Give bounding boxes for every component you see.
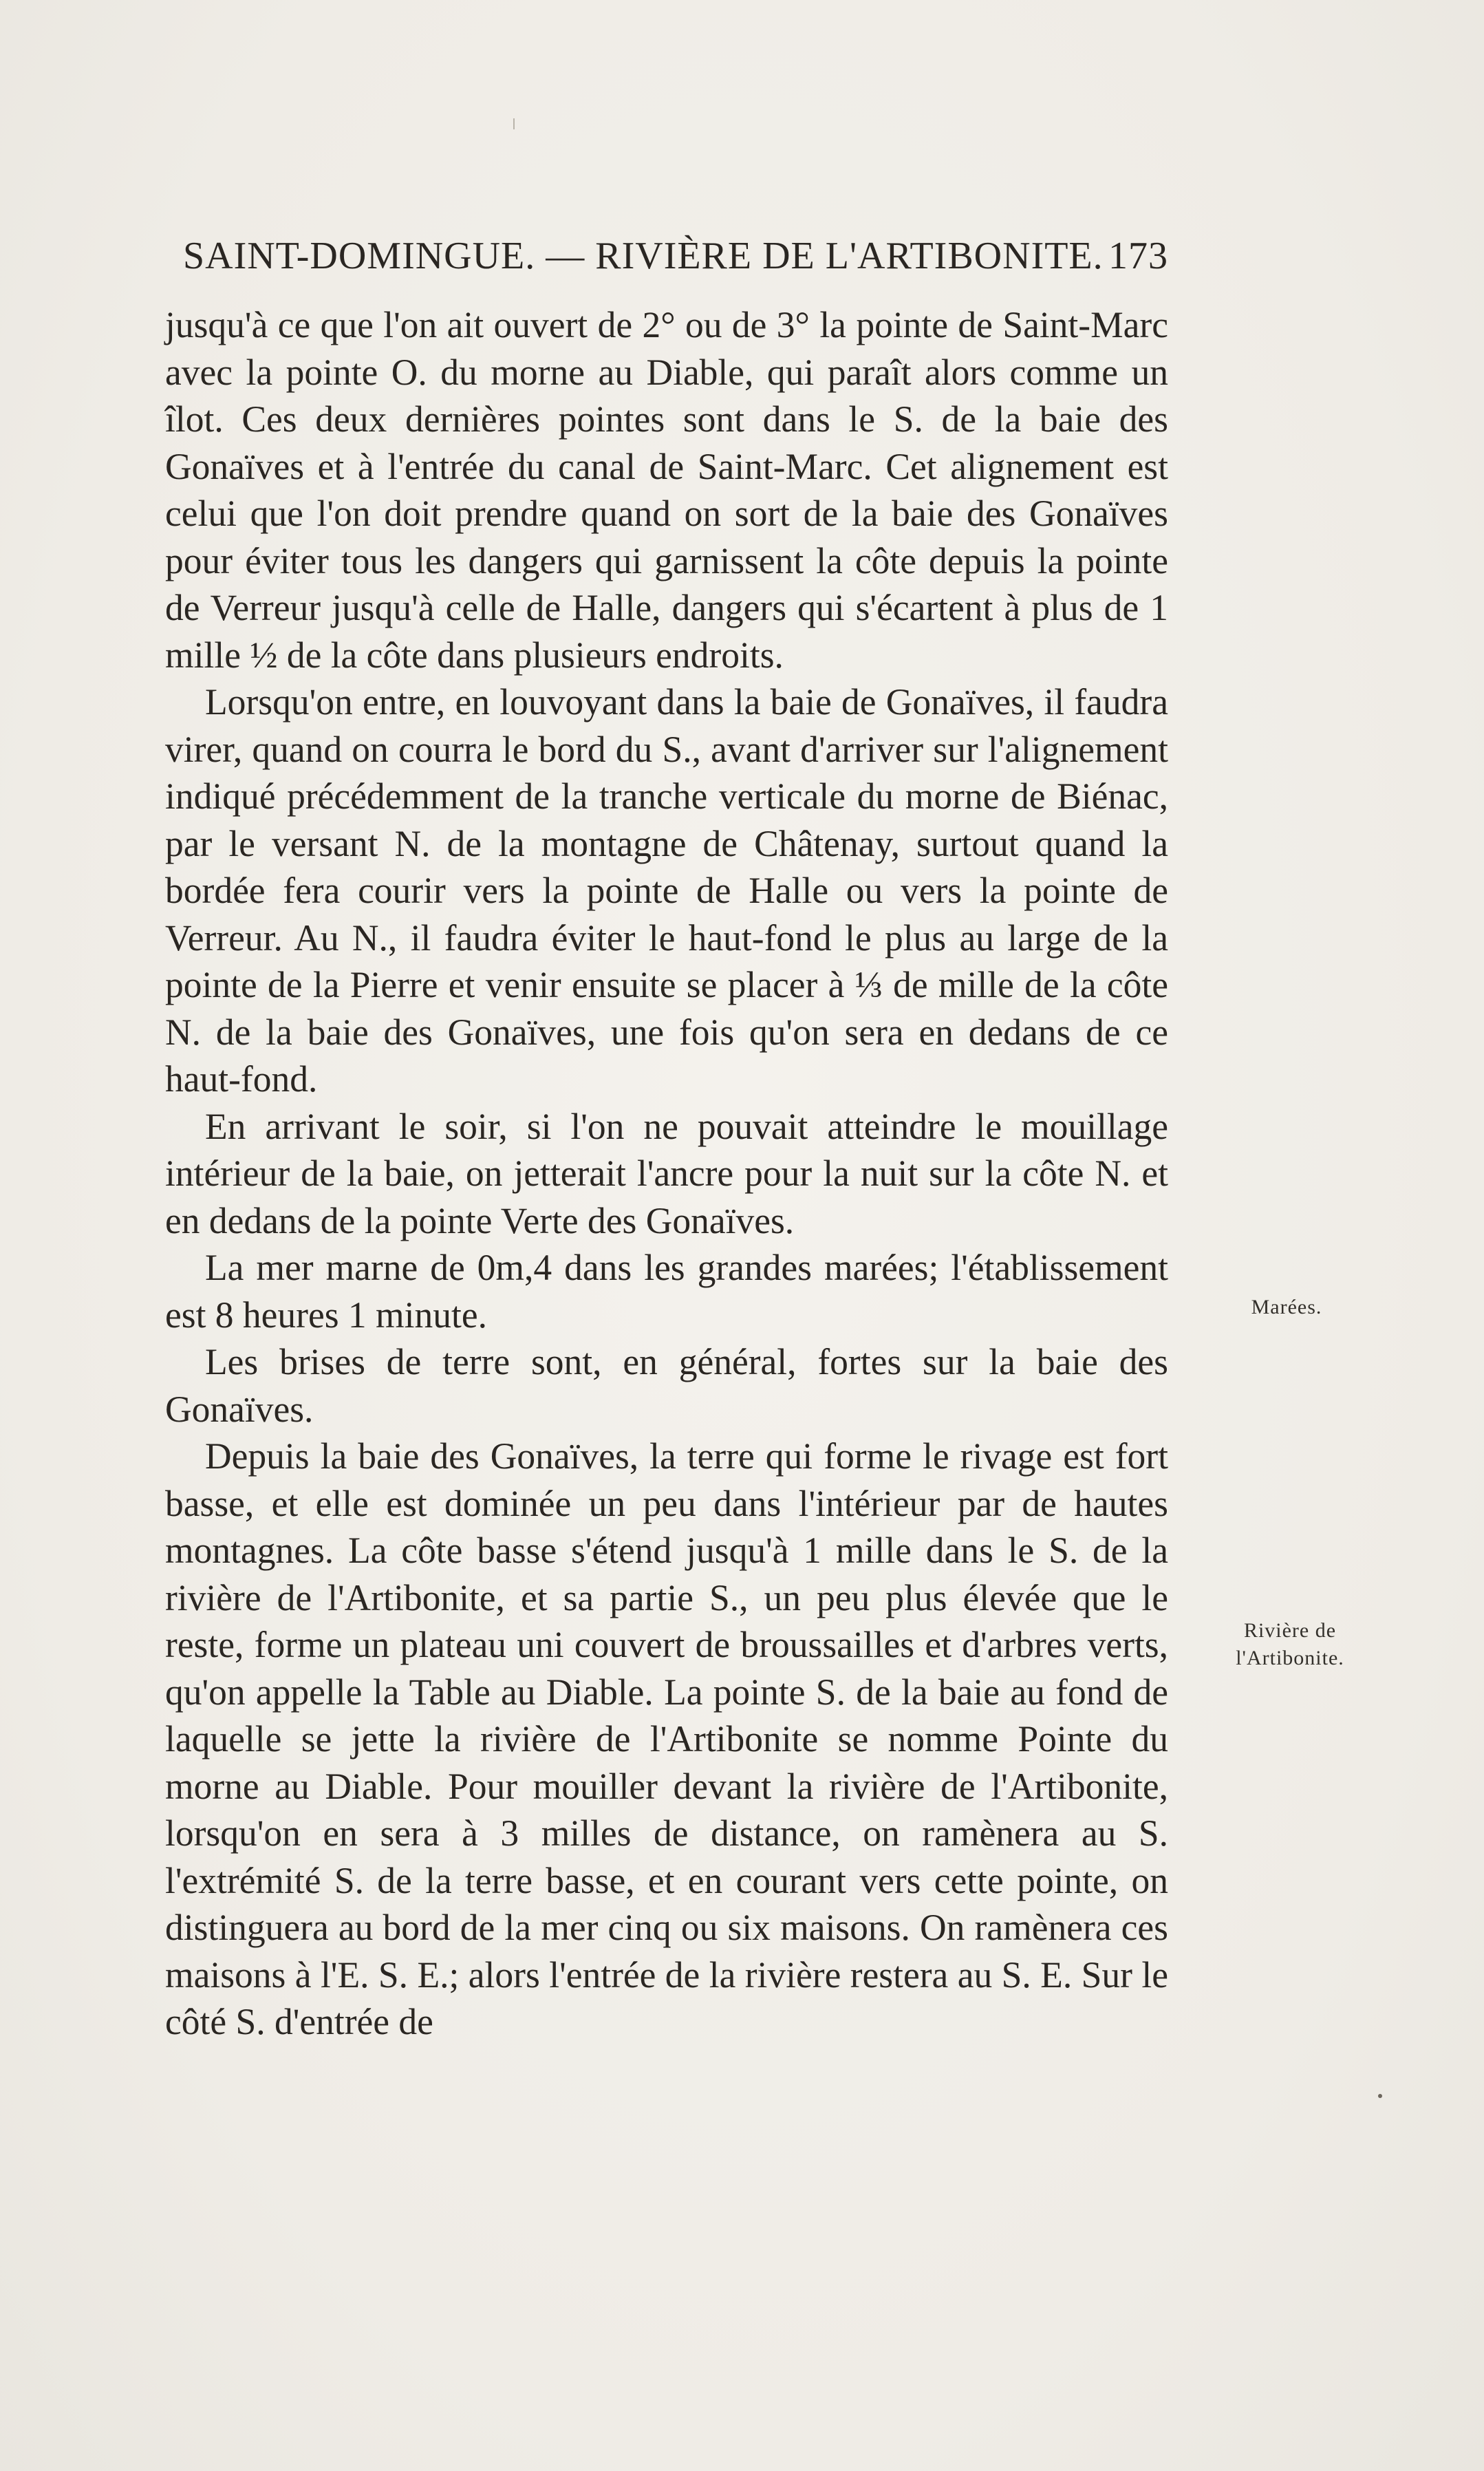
paragraph-evening-anchorage: En arrivant le soir, si l'on ne pouvait atteindre le mouillage intérieur de la baie, on jetterait l'ancre pour la nuit sur la côte N. et en dedans de la pointe Verte des Gonaïves. (165, 1105, 1168, 1241)
paragraph-entering-bay: Lorsqu'on entre, en louvoyant dans la baie de Gonaïves, il faudra virer, quand on courra le bord du S., avant d'arriver sur l'alignement indiqué précédemment de la tranche verticale du morne de Biénac, par le versant N. de la montagne de Châtenay, surtout quand la bordée fera courir vers la pointe de Halle ou vers la pointe de Verreur. Au N., il faudra éviter le haut-fond le plus au large de la pointe de la Pierre et venir ensuite se placer à ⅓ de mille de la côte N. de la baie des Gonaïves, une fois qu'on sera en dedans de ce haut-fond. (165, 681, 1168, 1100)
paper-mark (513, 118, 515, 129)
body-text (165, 301, 1168, 2046)
paragraph-continuation: jusqu'à ce que l'on ait ouvert de 2° ou de 3° la pointe de Saint-Marc avec la pointe O. du morne au Diable, qui paraît alors comme un îlot. Ces deux dernières pointes sont dans le S. de la baie des Gonaïves et à l'entrée du canal de Saint-Marc. Cet alignement est celui que l'on doit prendre quand on sort de la baie des Gonaïves pour éviter tous les dangers qui garnissent la côte depuis la pointe de Verreur jusqu'à celle de Halle, dangers qui s'écartent à plus de 1 mille ½ de la côte dans plusieurs endroits. (165, 304, 1168, 676)
margin-note-marees: Marées. (1251, 1296, 1322, 1318)
paragraph-artibonite: Depuis la baie des Gonaïves, la terre qui forme le rivage est fort basse, et elle est dominée un peu dans l'intérieur par de hautes montagnes. La côte basse s'étend jusqu'à 1 mille dans le S. de la rivière de l'Artibonite, et sa partie S., un peu plus élevée que le reste, forme un plateau uni couvert de broussailles et d'arbres verts, qu'on appelle la Table au Diable. La pointe S. de la baie au fond de laquelle se jette la rivière de l'Artibonite se nomme Pointe du morne au Diable. Pour mouiller devant la rivière de l'Artibonite, lorsqu'on en sera à 3 milles de distance, on ramènera au S. l'extrémité S. de la terre basse, et en courant vers cette pointe, on distinguera au bord de la mer cinq ou six maisons. On ramènera ces maisons à l'E. S. E.; alors l'entrée de la rivière restera au S. E. Sur le côté S. d'entrée de (165, 1435, 1168, 2042)
running-title: SAINT-DOMINGUE. — RIVIÈRE DE L'ARTIBONITE. (183, 235, 1104, 277)
paragraph-tides: La mer marne de 0m,4 dans les grandes marées; l'établissement est 8 heures 1 minute. (165, 1247, 1168, 1336)
ink-speck (1378, 2094, 1382, 2098)
page-header (183, 234, 1168, 289)
page-number: 173 (1108, 235, 1168, 277)
margin-note-riviere: Rivière de l'Artibonite. (1236, 1619, 1344, 1669)
paragraph-land-breezes: Les brises de terre sont, en général, fortes sur la baie des Gonaïves. (165, 1341, 1168, 1430)
